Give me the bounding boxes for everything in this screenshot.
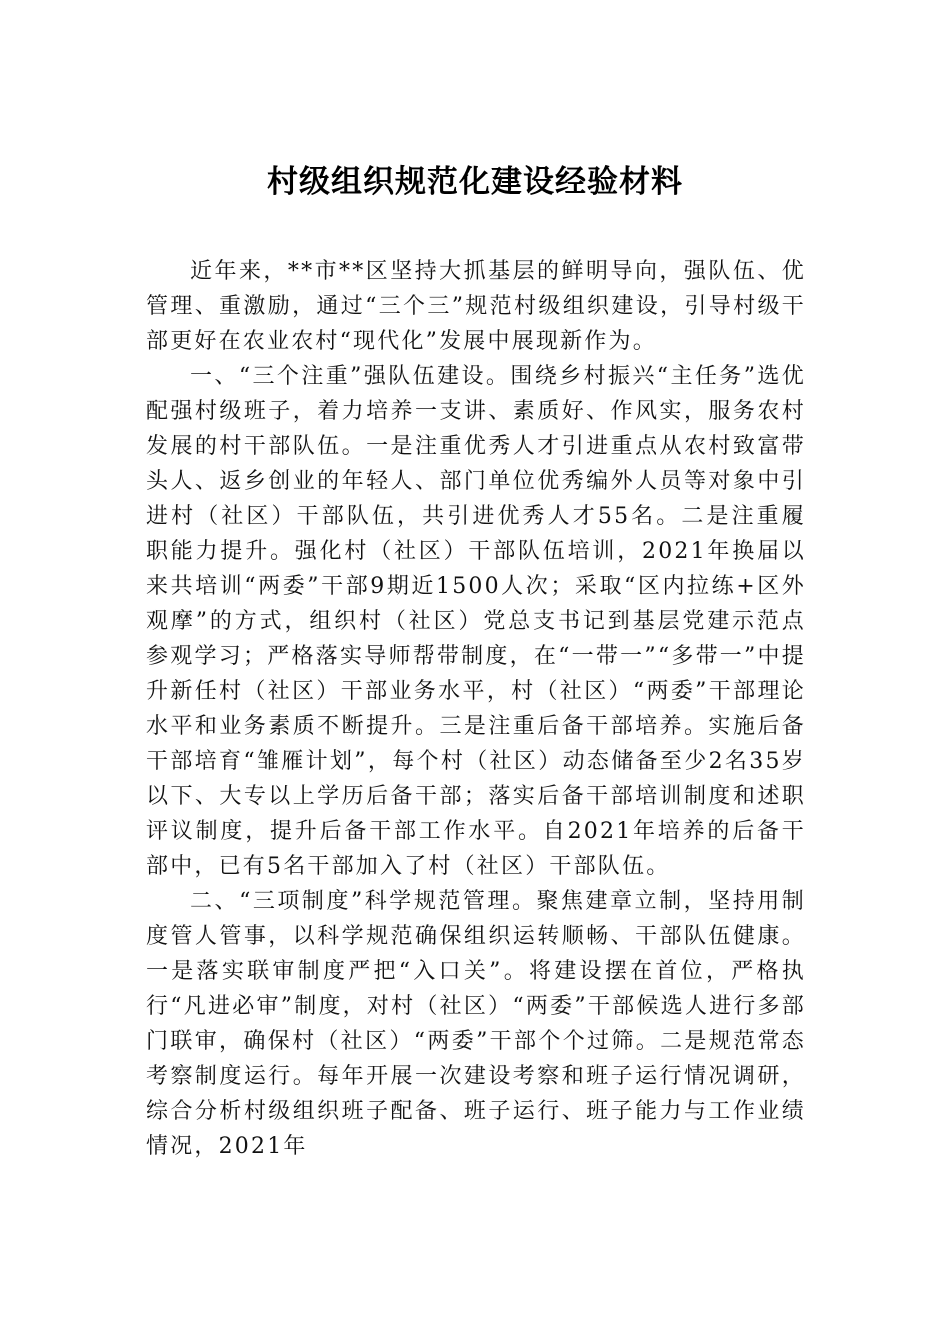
document-body — [146, 254, 806, 1164]
paragraph-section-two: 二、“三项制度”科学规范管理。聚焦建章立制，坚持用制度管人管事，以科学规范确保组织运转顺畅、干部队伍健康。一是落实联审制度严把“入口关”。将建设摆在首位，严格执行“凡进必审”制度，对村（社区）“两委”干部候选人进行多部门联审，确保村（社区）“两委”干部个个过筛。二是规范常态考察制度运行。每年开展一次建设考察和班子运行情况调研，综合分析村级组织班子配备、班子运行、班子能力与工作业绩情况，2021年 — [146, 889, 806, 1159]
paragraph-intro: 近年来，**市**区坚持大抓基层的鲜明导向，强队伍、优管理、重激励，通过“三个三”规范村级组织建设，引导村级干部更好在农业农村“现代化”发展中展现新作为。 — [146, 259, 806, 354]
paragraph-section-one: 一、“三个注重”强队伍建设。围绕乡村振兴“主任务”选优配强村级班子，着力培养一支讲、素质好、作风实，服务农村发展的村干部队伍。一是注重优秀人才引进重点从农村致富带头人、返乡创业的年轻人、部门单位优秀编外人员等对象中引进村（社区）干部队伍，共引进优秀人才55名。二是注重履职能力提升。强化村（社区）干部队伍培训，2021年换届以来共培训“两委”干部9期近1500人次；采取“区内拉练+区外观摩”的方式，组织村（社区）党总支书记到基层党建示范点参观学习；严格落实导师帮带制度，在“一带一”“多带一”中提升新任村（社区）干部业务水平，村（社区）“两委”干部理论水平和业务素质不断提升。三是注重后备干部培养。实施后备干部培育“雏雁计划”，每个村（社区）动态储备至少2名35岁以下、大专以上学历后备干部；落实后备干部培训制度和述职评议制度，提升后备干部工作水平。自2021年培养的后备干部中，已有5名干部加入了村（社区）干部队伍。 — [146, 364, 806, 879]
document-title: 村级组织规范化建设经验材料 — [267, 164, 683, 200]
